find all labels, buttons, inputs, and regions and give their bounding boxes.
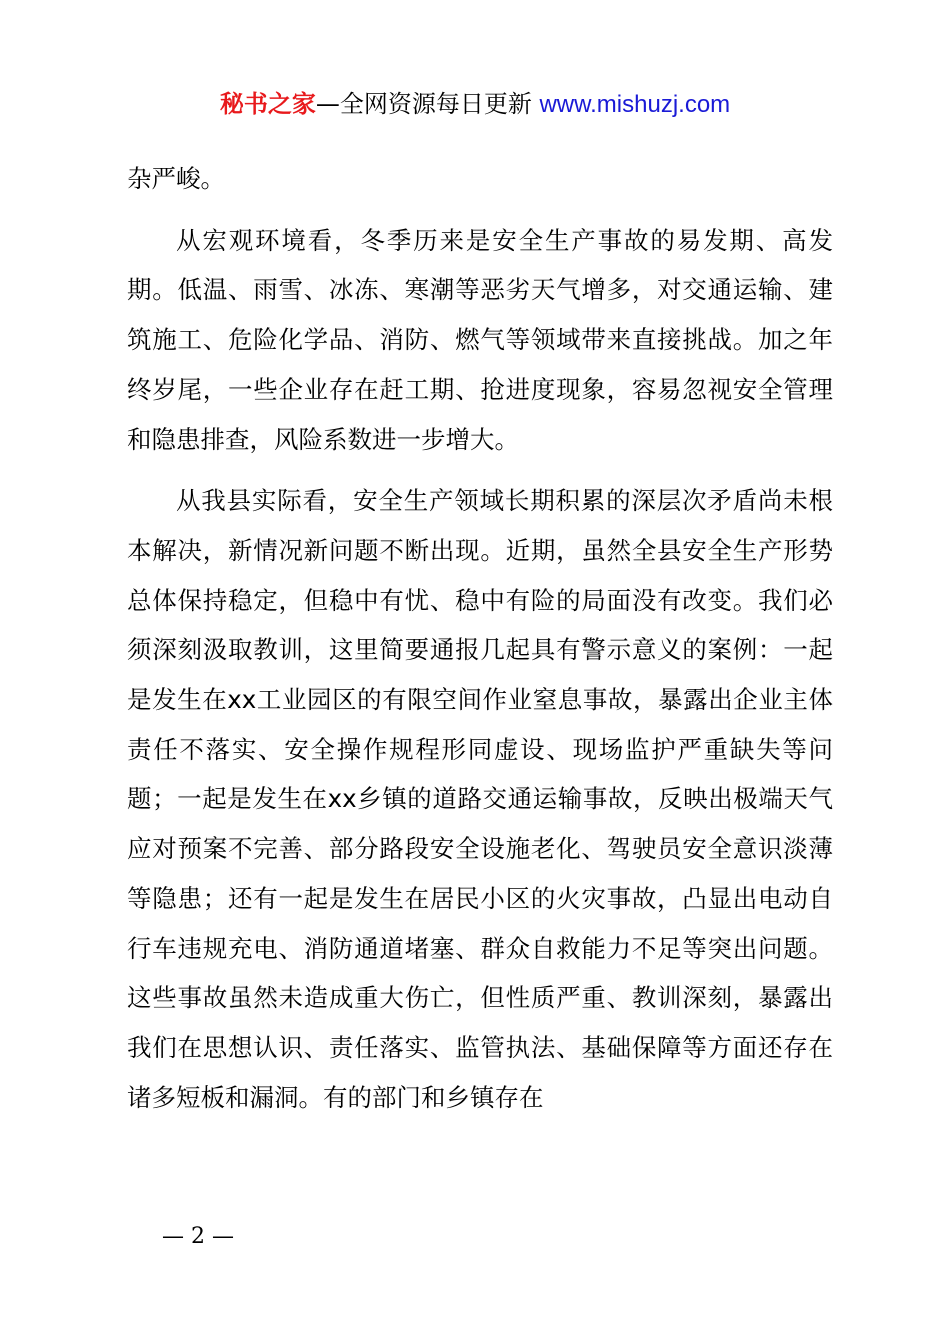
- site-header: [0, 86, 950, 123]
- page-number: — 2 —: [162, 1224, 234, 1249]
- site-brand: 秘书之家: [219, 90, 316, 118]
- paragraph-macro-environment: 从宏观环境看，冬季历来是安全生产事故的易发期、高发期。低温、雨雪、冰冻、寒潮等恶劣天气增多，对交通运输、建筑施工、危险化学品、消防、燃气等领域带来直接挑战。加之年终岁尾，一些企业存在赶工期、抢进度现象，容易忽视安全管理和隐患排查，风险系数进一步增大。: [127, 225, 833, 454]
- site-url-link[interactable]: www.mishuzj.com: [539, 91, 731, 118]
- site-tagline: —全网资源每日更新: [315, 90, 532, 118]
- paragraph-county-situation: 从我县实际看，安全生产领域长期积累的深层次矛盾尚未根本解决，新情况新问题不断出现。近期，虽然全县安全生产形势总体保持稳定，但稳中有忧、稳中有险的局面没有改变。我们必须深刻汲取教训，这里简要通报几起具有警示意义的案例：一起是发生在xx工业园区的有限空间作业窒息事故，暴露出企业主体责任不落实、安全操作规程形同虚设、现场监护严重缺失等问题；一起是发生在xx乡镇的道路交通运输事故，反映出极端天气应对预案不完善、部分路段安全设施老化、驾驶员安全意识淡薄等隐患；还有一起是发生在居民小区的火灾事故，凸显出电动自行车违规充电、消防通道堵塞、群众自救能力不足等突出问题。这些事故虽然未造成重大伤亡，但性质严重、教训深刻，暴露出我们在思想认识、责任落实、监管执法、基础保障等方面还存在诸多短板和漏洞。有的部门和乡镇存在: [127, 486, 833, 1112]
- document-body: [127, 154, 833, 1122]
- continuation-text: 杂严峻。: [127, 164, 225, 193]
